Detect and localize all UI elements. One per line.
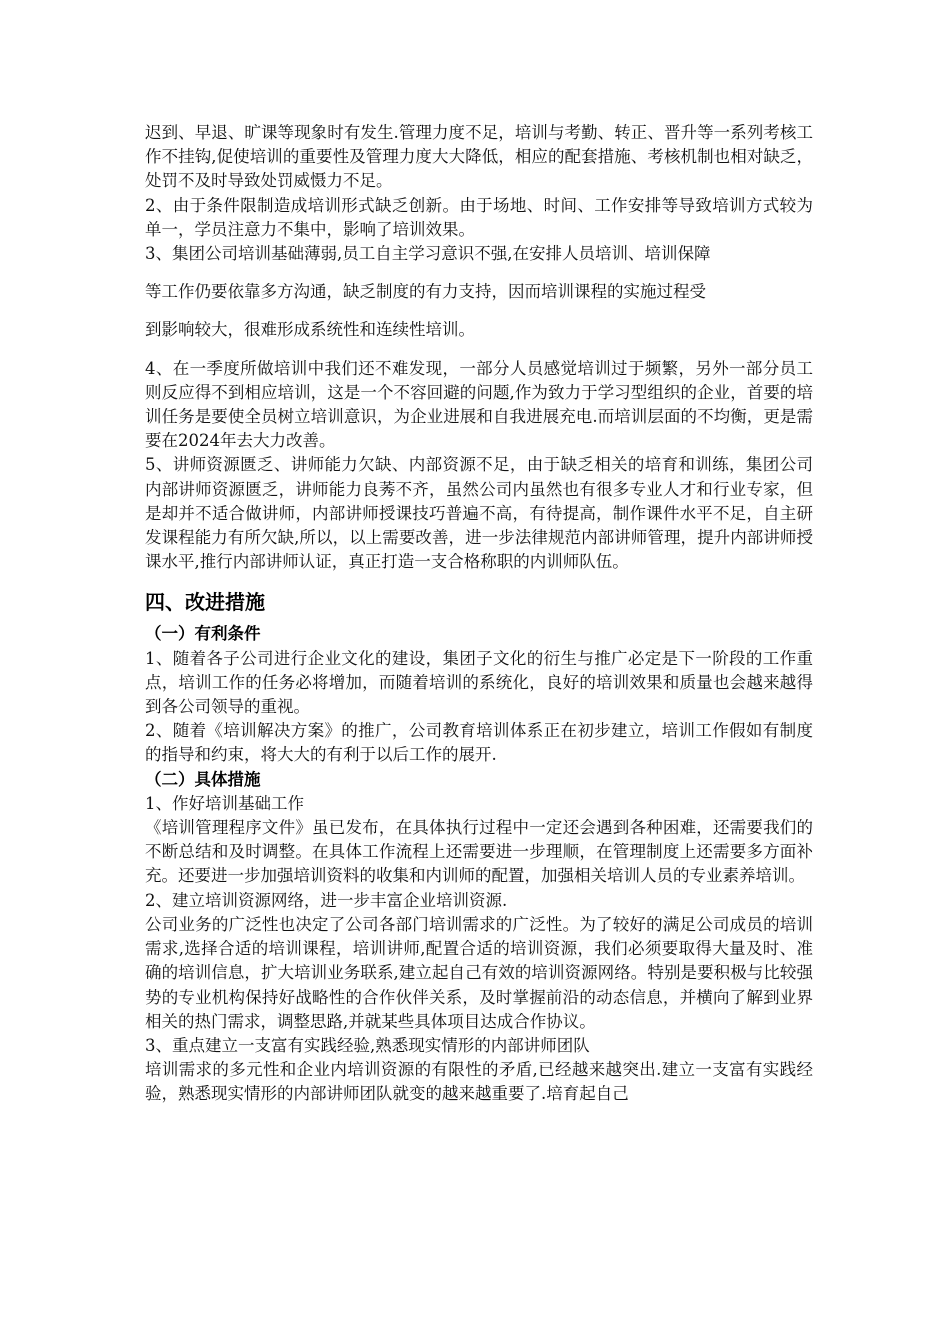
- subsection-heading-favorable: （一）有利条件: [145, 624, 261, 644]
- paragraph-measure-1-title: 1、作好培训基础工作: [145, 793, 304, 813]
- paragraph-attendance: 迟到、早退、旷课等现象时有发生.管理力度不足，培训与考勤、转正、晋升等一系列考核工作不挂钩,促使培训的重要性及管理力度大大降低，相应的配套措施、考核机制也相对缺乏，处罚不及时导致处罚威慑力不足。: [145, 123, 813, 191]
- document-page: [145, 121, 813, 1107]
- paragraph-measure-2-title: 2、建立培训资源网络，进一步丰富企业培训资源.: [145, 890, 508, 910]
- paragraph-measure-1-body: 《培训管理程序文件》虽已发布，在具体执行过程中一定还会遇到各种困难，还需要我们的不断总结和及时调整。在具体工作流程上还需要进一步理顺，在管理制度上还需要多方面补充。还要进一步加强培训资料的收集和内训师的配置，加强相关培训人员的专业素养培训。: [145, 818, 813, 886]
- paragraph-point-3-line-3: 到影响较大，很难形成系统性和连续性培训。: [145, 320, 475, 340]
- paragraph-point-3-line-1: 3、集团公司培训基础薄弱,员工自主学习意识不强,在安排人员培训、培训保障: [145, 244, 711, 264]
- paragraph-point-5: 5、讲师资源匮乏、讲师能力欠缺、内部资源不足，由于缺乏相关的培育和训练，集团公司内部讲师资源匮乏，讲师能力良莠不齐，虽然公司内虽然也有很多专业人才和行业专家，但是却并不适合做讲师，内部讲师授课技巧普遍不高，有待提高，制作课件水平不足，自主研发课程能力有所欠缺,所以，以上需要改善，进一步法律规范内部讲师管理，提升内部讲师授课水平,推行内部讲师认证，真正打造一支合格称职的内训师队伍。: [145, 455, 813, 572]
- paragraph-point-3-line-2: 等工作仍要依靠多方沟通，缺乏制度的有力支持，因而培训课程的实施过程受: [145, 282, 706, 302]
- subsection-heading-measures: （二）具体措施: [145, 769, 261, 789]
- paragraph-measure-2-body: 公司业务的广泛性也决定了公司各部门培训需求的广泛性。为了较好的满足公司成员的培训需求,选择合适的培训课程，培训讲师,配置合适的培训资源，我们必须要取得大量及时、准确的培训信息，扩大培训业务联系,建立起自己有效的培训资源网络。特别是要积极与比较强势的专业机构保持好战略性的合作伙伴关系，及时掌握前沿的动态信息，并横向了解到业界相关的热门需求，调整思路,并就某些具体项目达成合作协议。: [145, 914, 813, 1031]
- paragraph-favorable-1: 1、随着各子公司进行企业文化的建设，集团子文化的衍生与推广必定是下一阶段的工作重点，培训工作的任务必将增加，而随着培训的系统化，良好的培训效果和质量也会越来越得到各公司领导的重视。: [145, 648, 813, 717]
- paragraph-measure-3-title: 3、重点建立一支富有实践经验,熟悉现实情形的内部讲师团队: [145, 1035, 590, 1055]
- paragraph-point-4: 4、在一季度所做培训中我们还不难发现，一部分人员感觉培训过于频繁，另外一部分员工则反应得不到相应培训，这是一个不容回避的问题,作为致力于学习型组织的企业，首要的培训任务是要使全员树立培训意识，为企业进展和自我进展充电.而培训层面的不均衡，更是需要在2024年去大力改善。: [145, 358, 813, 451]
- paragraph-favorable-2: 2、随着《培训解决方案》的推广，公司教育培训体系正在初步建立，培训工作假如有制度的指导和约束，将大大的有利于以后工作的展开.: [145, 721, 813, 765]
- paragraph-measure-3-body: 培训需求的多元性和企业内培训资源的有限性的矛盾,已经越来越突出.建立一支富有实践经验，熟悉现实情形的内部讲师团队就变的越来越重要了.培育起自己: [145, 1060, 813, 1104]
- section-heading: 四、改进措施: [145, 590, 265, 615]
- paragraph-point-2: 2、由于条件限制造成培训形式缺乏创新。由于场地、时间、工作安排等导致培训方式较为单一，学员注意力不集中，影响了培训效果。: [145, 195, 813, 239]
